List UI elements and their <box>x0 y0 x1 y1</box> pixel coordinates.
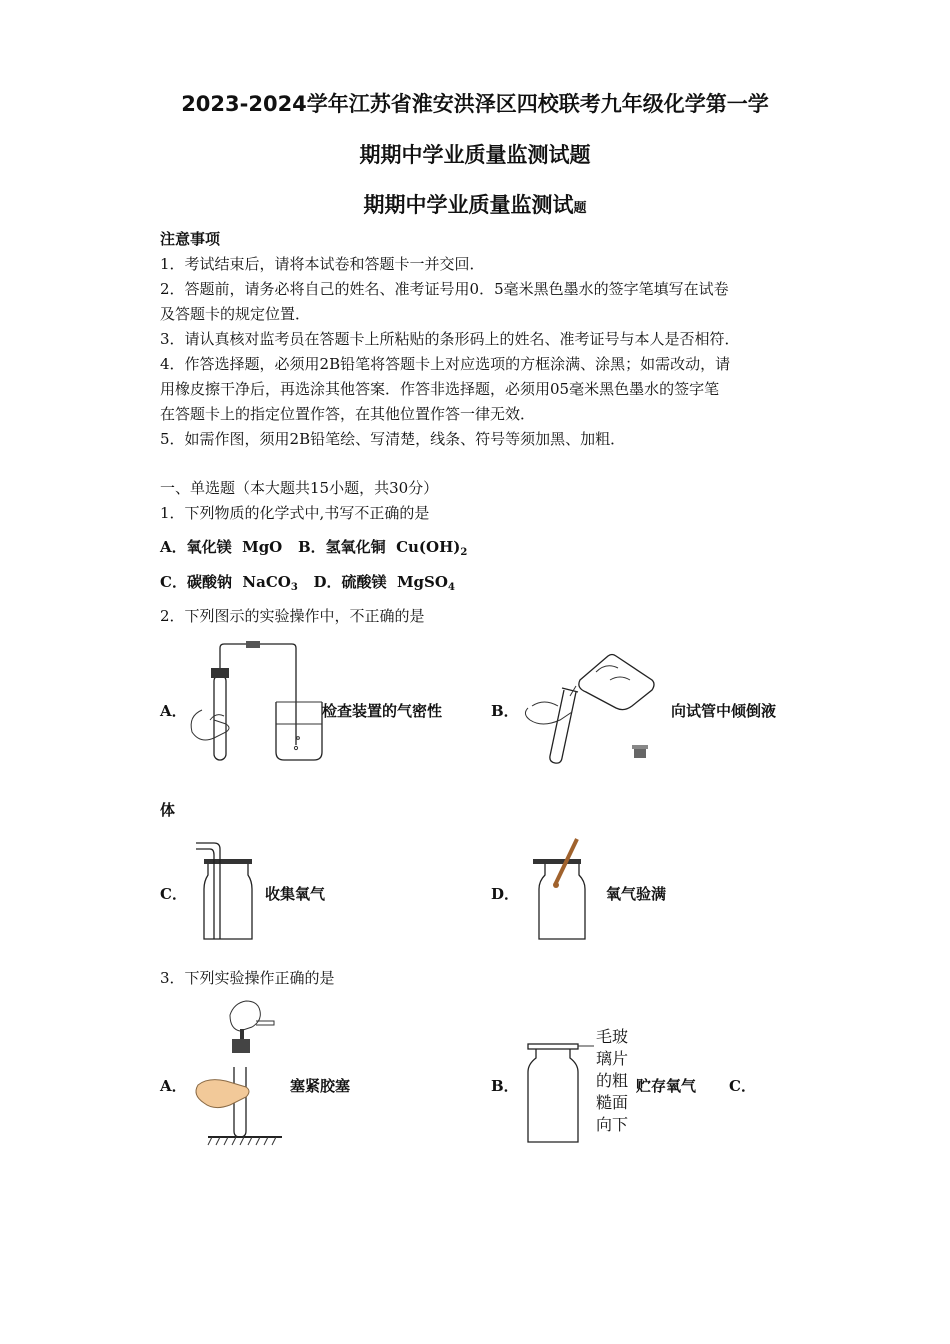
q2-option-b-caption-continued: 体 <box>160 801 176 819</box>
q3-option-c-letter: C． <box>729 1077 756 1095</box>
oxygen-collection-figure <box>190 835 262 945</box>
frosted-glass-note <box>596 1026 628 1136</box>
notice-item: 2．答题前，请务必将自己的姓名、准考证号用0．5毫米黑色墨水的签字笔填写在试卷 <box>160 280 729 298</box>
doc-title-line3 <box>0 189 950 219</box>
doc-title-line2: 期期中学业质量监测试题 <box>359 143 591 167</box>
notice-item: 用橡皮擦干净后，再选涂其他答案．作答非选择题，必须用05毫米黑色墨水的签字笔 <box>160 380 720 398</box>
gas-jar-storage-figure <box>522 1038 602 1148</box>
q3-option-a-caption: 塞紧胶塞 <box>290 1077 351 1095</box>
notice-item: 3．请认真核对监考员在答题卡上所粘贴的条形码上的姓名、准考证号与本人是否相符． <box>160 330 740 348</box>
q1-option-b-subscript: 2 <box>460 547 468 558</box>
frosted-glass-note-line: 向下 <box>596 1115 629 1134</box>
notice-item: 4．作答选择题，必须用2B铅笔将答题卡上对应选项的方框涂满、涂黑；如需改动，请 <box>160 355 731 373</box>
q2-option-a-caption: 检查装置的气密性 <box>322 702 443 720</box>
frosted-glass-note-line: 毛玻 <box>596 1027 629 1046</box>
pouring-liquid-figure <box>520 650 670 765</box>
q2-option-a-letter: A． <box>160 702 187 720</box>
q2-option-d-letter: D． <box>491 885 520 903</box>
q1-option-a-b <box>160 536 467 558</box>
q1-option-a-formula: MgO <box>242 538 283 556</box>
q2-option-c-letter: C． <box>160 885 187 903</box>
doc-title-line3-main: 期期中学业质量监测试 <box>363 193 574 217</box>
doc-title-line1: 2023-2024学年江苏省淮安洪泽区四校联考九年级化学第一学 <box>181 92 769 116</box>
q3-option-b-caption: 贮存氧气 <box>636 1077 697 1095</box>
q1-option-c-subscript: 3 <box>290 582 298 593</box>
oxygen-full-test-figure <box>525 835 595 945</box>
q1-option-d-subscript: 4 <box>447 582 455 593</box>
q3-stem: 3．下列实验操作正确的是 <box>160 969 335 987</box>
doc-title-line3-small: 题 <box>573 201 587 216</box>
q2-option-b-caption: 向试管中倾倒液 <box>671 702 777 720</box>
notice-item: 5．如需作图，须用2B铅笔绘、写清楚，线条、符号等须加黑、加粗． <box>160 430 626 448</box>
q1-option-c-label: C．碳酸钠 <box>160 573 232 591</box>
section-heading: 一、单选题（本大题共15小题，共30分） <box>160 479 439 497</box>
q2-option-d-caption: 氧气验满 <box>606 885 667 903</box>
q1-option-d-formula: MgSO <box>396 573 448 591</box>
notice-item: 在答题卡上的指定位置作答，在其他位置作答一律无效． <box>160 405 536 423</box>
q3-option-a-letter: A． <box>160 1077 187 1095</box>
q1-stem: 1．下列物质的化学式中,书写不正确的是 <box>160 504 430 522</box>
frosted-glass-note-line: 璃片 <box>596 1049 629 1068</box>
q1-option-c-formula: NaCO <box>242 573 291 591</box>
q2-option-c-caption: 收集氧气 <box>265 885 326 903</box>
frosted-glass-note-line: 糙面 <box>596 1093 629 1112</box>
notice-item: 及答题卡的规定位置． <box>160 305 311 323</box>
q1-option-b-label: B．氢氧化铜 <box>297 538 386 556</box>
q2-stem: 2．下列图示的实验操作中，不正确的是 <box>160 607 425 625</box>
frosted-glass-note-line: 的粗 <box>596 1071 629 1090</box>
q2-option-b-letter: B． <box>491 702 519 720</box>
q1-option-d-label: D．硫酸镁 <box>313 573 387 591</box>
notice-item: 1．考试结束后，请将本试卷和答题卡一并交回． <box>160 255 485 273</box>
stopper-insertion-figure <box>190 995 290 1150</box>
q3-option-b-letter: B． <box>491 1077 519 1095</box>
q1-option-a-label: A．氧化镁 <box>160 538 232 556</box>
q1-option-b-formula: Cu(OH) <box>396 538 461 556</box>
airtightness-check-figure <box>180 640 325 765</box>
q1-option-c-d <box>160 571 455 593</box>
notice-heading: 注意事项 <box>160 230 221 248</box>
